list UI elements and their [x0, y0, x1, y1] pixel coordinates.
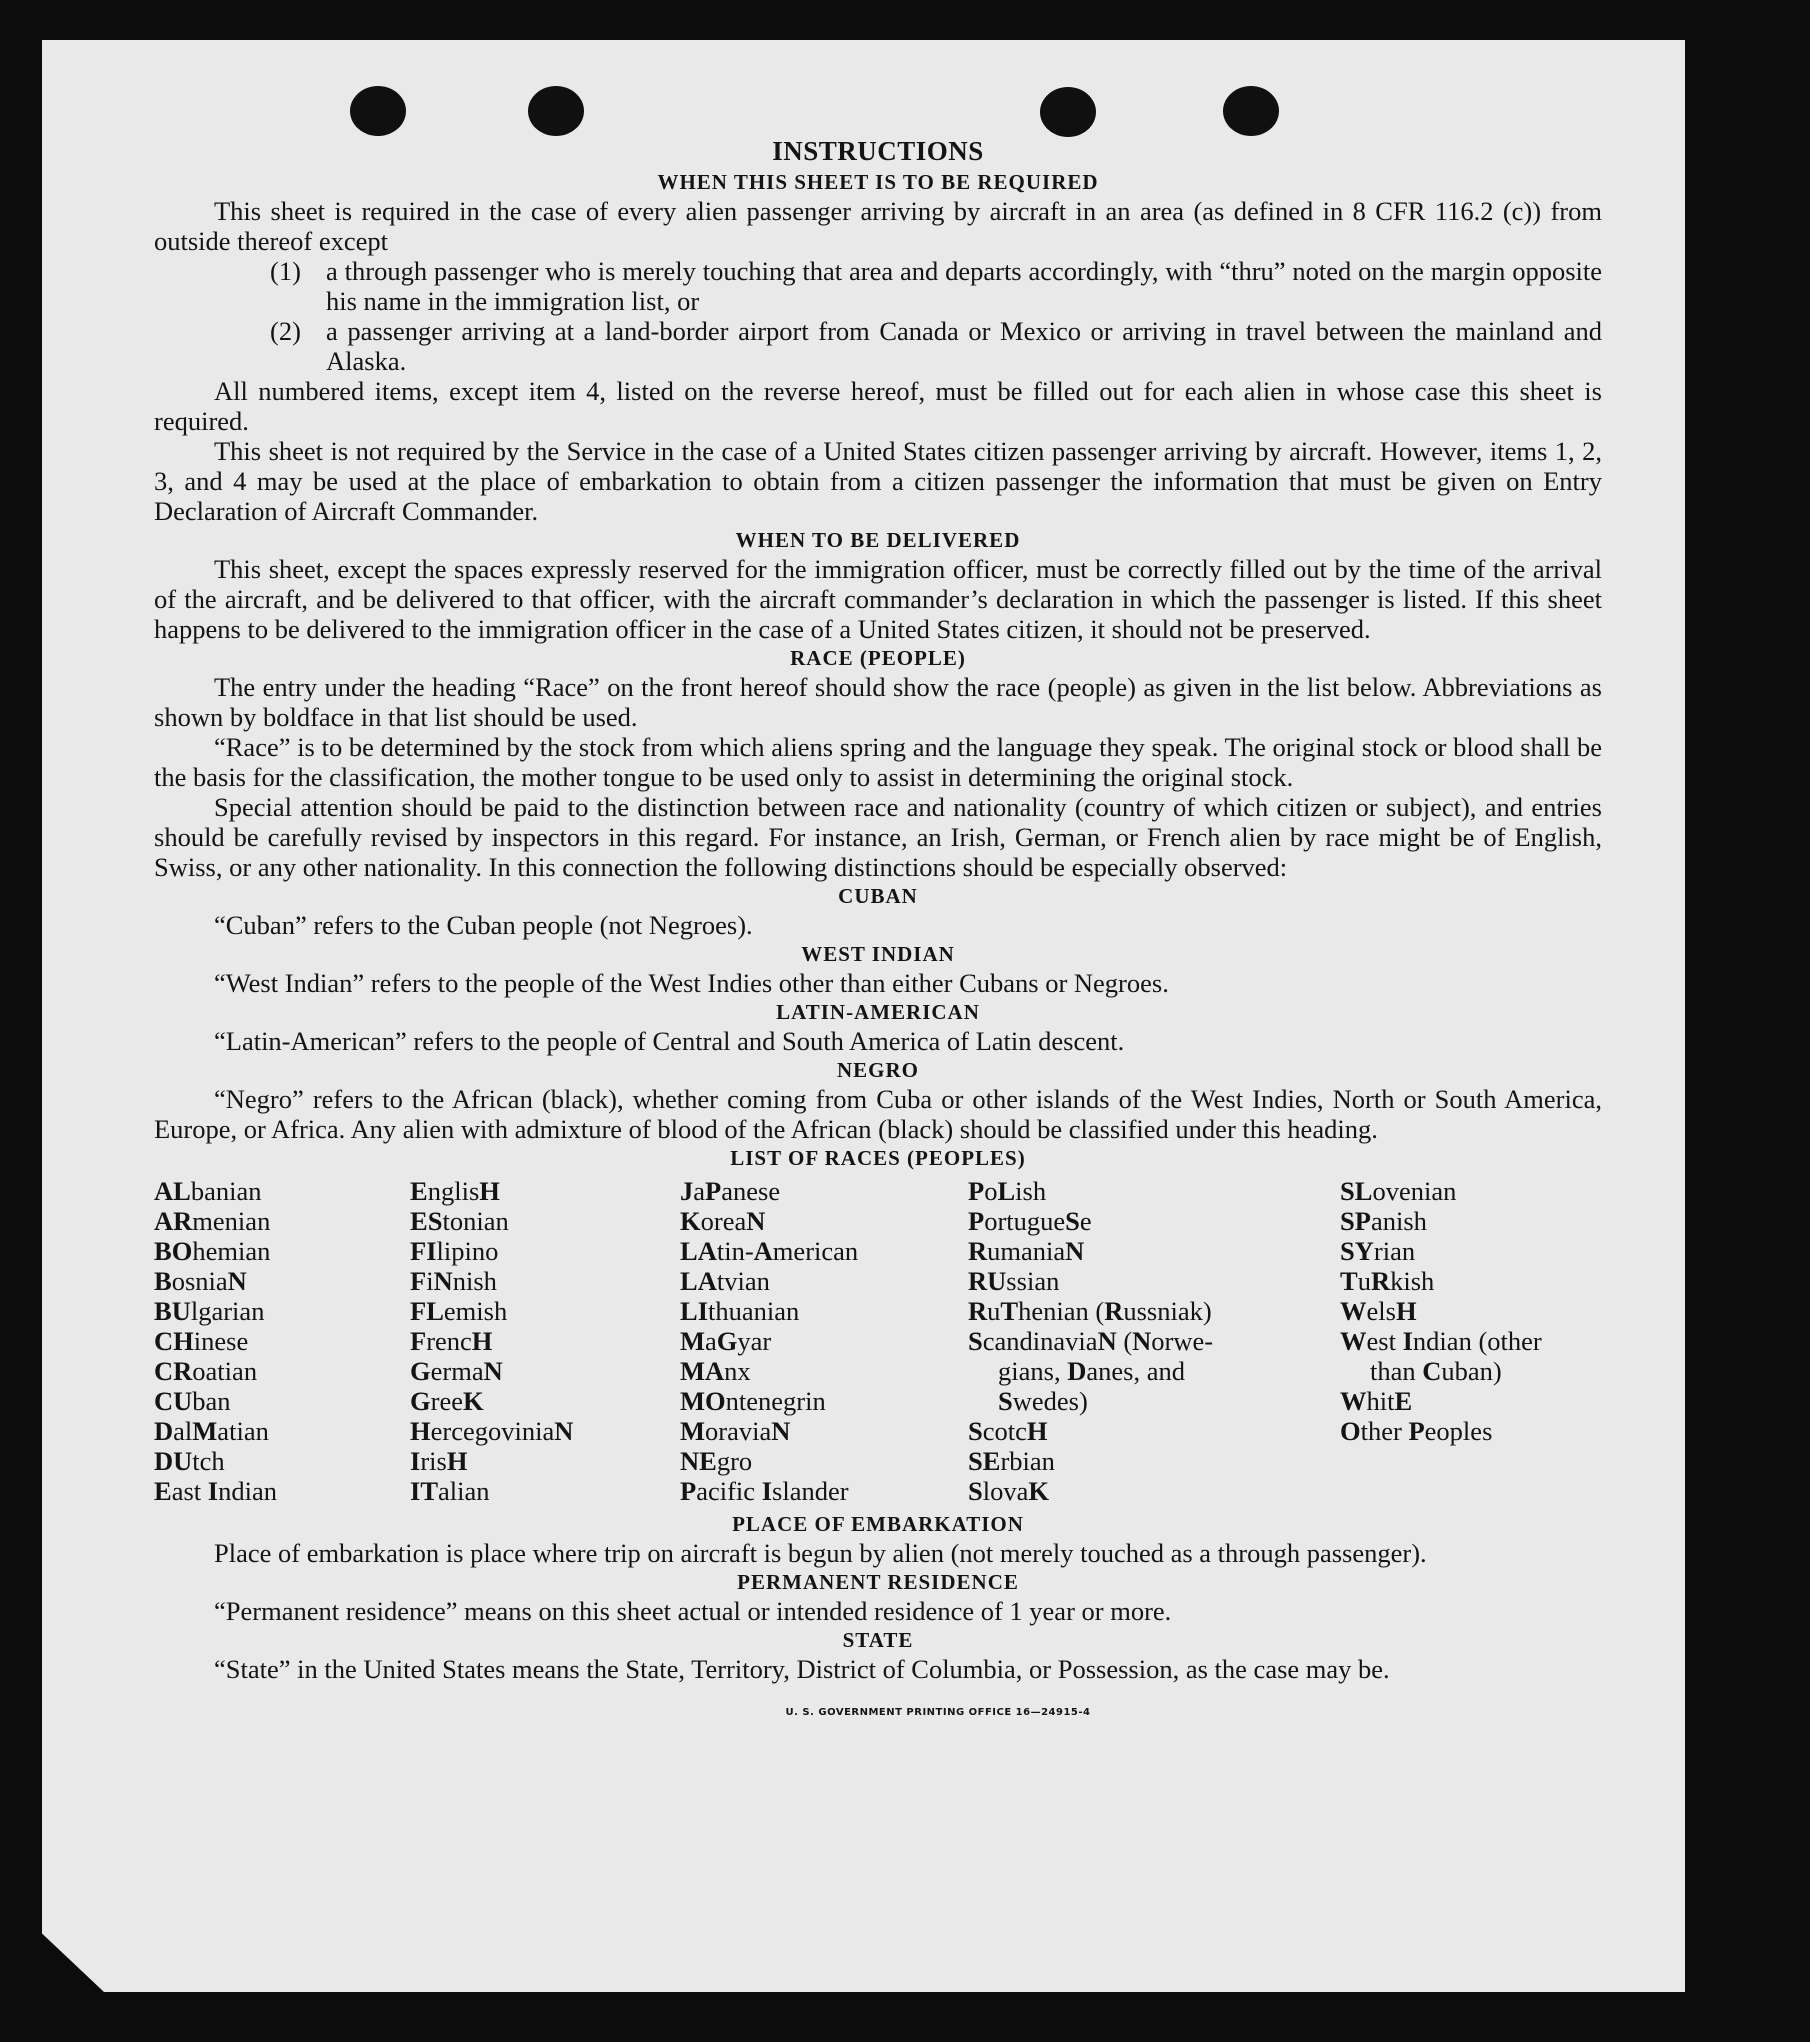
race-item: HercegoviniaN — [410, 1416, 574, 1446]
paragraph: All numbered items, except item 4, listed on the reverse hereof, must be filled out for each alien in whose case this sheet is required. — [154, 376, 1602, 436]
race-item: RuThenian (Russniak) — [968, 1296, 1212, 1326]
race-item: FIlipino — [410, 1236, 499, 1266]
document-title: INSTRUCTIONS — [772, 136, 984, 166]
paragraph: “Latin-American” refers to the people of Central and South America of Latin descent. — [214, 1026, 1125, 1056]
race-item: SlovaK — [968, 1476, 1050, 1506]
paragraph: “Race” is to be determined by the stock from which aliens spring and the language they speak. The original stock or blood shall be the basis for the classification, the mother tongue to be used only to assist in determining the original stock. — [154, 732, 1602, 792]
section-heading-embarkation: PLACE OF EMBARKATION — [732, 1512, 1024, 1536]
paragraph: Place of embarkation is place where trip on aircraft is begun by alien (not merely touched as a through passenger). — [214, 1538, 1427, 1568]
race-item: CRoatian — [154, 1356, 258, 1386]
race-item: West Indian (other — [1340, 1326, 1542, 1356]
race-item: GermaN — [410, 1356, 503, 1386]
race-item: BOhemian — [154, 1236, 271, 1266]
race-item: Other Peoples — [1340, 1416, 1493, 1446]
race-item: PoLish — [968, 1176, 1047, 1206]
section-heading-required: WHEN THIS SHEET IS TO BE REQUIRED — [657, 170, 1099, 194]
race-item: WelsH — [1340, 1296, 1417, 1326]
race-item: Swedes) — [998, 1386, 1088, 1416]
race-item: FrencH — [410, 1326, 493, 1356]
race-item: MaGyar — [680, 1326, 772, 1356]
race-item: ScotcH — [968, 1416, 1048, 1446]
item-text: a through passenger who is merely touching that area and departs accordingly, with “thru” noted on the margin opposite his name in the immigration list, or — [326, 256, 1602, 316]
section-heading-state: STATE — [842, 1628, 914, 1652]
paragraph: “Cuban” refers to the Cuban people (not Negroes). — [214, 910, 753, 940]
race-item: SLovenian — [1340, 1176, 1457, 1206]
race-item: LIthuanian — [680, 1296, 800, 1326]
race-item: RUssian — [968, 1266, 1060, 1296]
race-item: MoraviaN — [680, 1416, 791, 1446]
race-item: FiNnish — [410, 1266, 497, 1296]
races-column — [410, 1176, 680, 1506]
race-item: DalMatian — [154, 1416, 269, 1446]
section-heading-west-indian: WEST INDIAN — [801, 942, 955, 966]
race-item: CHinese — [154, 1326, 249, 1356]
punch-hole — [350, 86, 406, 136]
paragraph: “Permanent residence” means on this sheet actual or intended residence of 1 year or more. — [214, 1596, 1172, 1626]
race-item: than Cuban) — [1370, 1356, 1502, 1386]
races-column — [968, 1176, 1340, 1506]
race-item: LAtin-American — [680, 1236, 859, 1266]
race-item: BUlgarian — [154, 1296, 265, 1326]
list-item — [270, 316, 1602, 376]
race-item: WhitE — [1340, 1386, 1413, 1416]
document-content — [154, 136, 1602, 1728]
race-item: SYrian — [1340, 1236, 1416, 1266]
punch-hole — [1040, 87, 1096, 137]
race-item: ALbanian — [154, 1176, 262, 1206]
race-item: IrisH — [410, 1446, 468, 1476]
paragraph: This sheet is required in the case of every alien passenger arriving by aircraft in an area (as defined in 8 CFR 116.2 (c)) from outside thereof except — [154, 196, 1602, 256]
race-item: gians, Danes, and — [998, 1356, 1185, 1386]
race-item: SErbian — [968, 1446, 1055, 1476]
paragraph: “State” in the United States means the State, Territory, District of Columbia, or Possession, as the case may be. — [214, 1654, 1390, 1684]
paragraph: “Negro” refers to the African (black), whether coming from Cuba or other islands of the West Indies, North or South America, Europe, or Africa. Any alien with admixture of blood of the African (black) should be classified under this heading. — [154, 1084, 1602, 1144]
race-item: ScandinaviaN (Norwe- — [968, 1326, 1214, 1356]
race-item: LAtvian — [680, 1266, 770, 1296]
race-item: PortugueSe — [968, 1206, 1092, 1236]
race-item: ITalian — [410, 1476, 490, 1506]
race-item: RumaniaN — [968, 1236, 1085, 1266]
race-item: East Indian — [154, 1476, 277, 1506]
printer-imprint: U. S. GOVERNMENT PRINTING OFFICE 16—24915-4 — [785, 1707, 1091, 1718]
section-heading-cuban: CUBAN — [838, 884, 918, 908]
section-heading-residence: PERMANENT RESIDENCE — [737, 1570, 1019, 1594]
paragraph: Special attention should be paid to the distinction between race and nationality (country of which citizen or subject), and entries should be carefully revised by inspectors in this regard. For instance, an Irish, German, or French alien by race might be of English, Swiss, or any other nationality. In this connection the following distinctions should be especially observed: — [154, 792, 1602, 882]
paragraph: This sheet, except the spaces expressly reserved for the immigration officer, must be correctly filled out by the time of the arrival of the aircraft, and be delivered to that officer, with the aircraft commander’s declaration in which the passenger is listed. If this sheet happens to be delivered to the immigration officer in the case of a United States citizen, it should not be preserved. — [154, 554, 1602, 644]
section-heading-delivered: WHEN TO BE DELIVERED — [735, 528, 1021, 552]
paragraph: The entry under the heading “Race” on the front hereof should show the race (people) as given in the list below. Abbreviations as shown by boldface in that list should be used. — [154, 672, 1602, 732]
race-item: CUban — [154, 1386, 231, 1416]
races-list — [154, 1176, 1602, 1506]
races-column — [680, 1176, 968, 1506]
races-column — [1340, 1176, 1602, 1506]
race-item: EStonian — [410, 1206, 509, 1236]
punch-hole — [1223, 86, 1279, 136]
item-number: (2) — [270, 316, 301, 346]
item-number: (1) — [270, 256, 301, 286]
section-heading-latin-american: LATIN-AMERICAN — [776, 1000, 980, 1024]
list-item — [270, 256, 1602, 316]
race-item: Pacific Islander — [680, 1476, 849, 1506]
race-item: SPanish — [1340, 1206, 1427, 1236]
race-item: FLemish — [410, 1296, 508, 1326]
section-heading-race: RACE (PEOPLE) — [790, 646, 966, 670]
item-text: a passenger arriving at a land-border airport from Canada or Mexico or arriving in travel between the mainland and Alaska. — [326, 316, 1602, 376]
race-item: MOntenegrin — [680, 1386, 826, 1416]
race-item: BosniaN — [154, 1266, 247, 1296]
paragraph: “West Indian” refers to the people of the West Indies other than either Cubans or Negroes. — [214, 968, 1169, 998]
section-heading-negro: NEGRO — [836, 1058, 919, 1082]
punch-hole — [528, 86, 584, 136]
race-item: KoreaN — [680, 1206, 766, 1236]
race-item: NEgro — [680, 1446, 753, 1476]
race-item: ARmenian — [154, 1206, 271, 1236]
race-item: GreeK — [410, 1386, 484, 1416]
race-item: EnglisH — [410, 1176, 500, 1206]
race-item: TuRkish — [1340, 1266, 1435, 1296]
races-column — [154, 1176, 410, 1506]
race-item: JaPanese — [680, 1176, 781, 1206]
race-item: MAnx — [680, 1356, 751, 1386]
paragraph: This sheet is not required by the Service in the case of a United States citizen passenger arriving by aircraft. However, items 1, 2, 3, and 4 may be used at the place of embarkation to obtain from a citizen passenger the information that must be given on Entry Declaration of Aircraft Commander. — [154, 436, 1602, 526]
race-item: DUtch — [154, 1446, 225, 1476]
section-heading-races-list: LIST OF RACES (PEOPLES) — [730, 1146, 1026, 1170]
